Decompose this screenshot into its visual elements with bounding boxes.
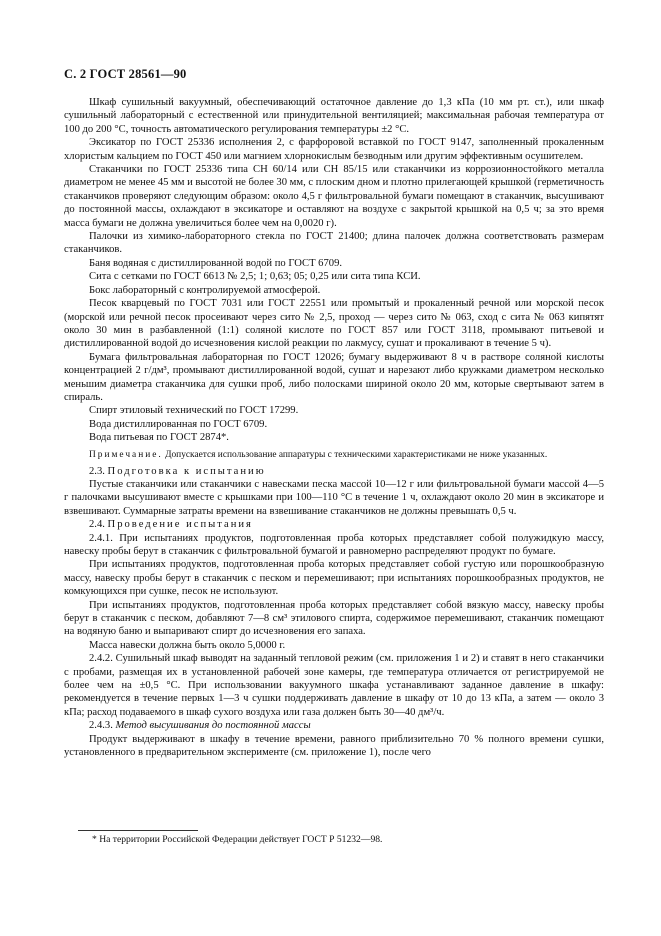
paragraph-2-4-2: 2.4.2. Сушильный шкаф выводят на заданный тепловой режим (см. приложения 1 и 2) и ставят в него стаканчики с пробами, размещая их в установленной рабочей зоне камеры, где температура отличается от регистрируемой не более чем на ±0,5 °С. При использовании вакуумного шкафа устанавливают заданное давление в шкафу: рекомендуется в течение первых 1—3 ч сушки поддерживать давление в шкафу от 10 до 13 кПа, а затем — около 3 кПа; расход подаваемого в шкаф сухого воздуха или газа должен быть 30—40 дм³/ч. <box>64 653 604 718</box>
section-title: Подготовка к испытанию <box>107 465 266 477</box>
footnote-divider <box>78 830 198 831</box>
footnote: * На территории Российской Федерации действует ГОСТ Р 51232—98. <box>92 834 383 845</box>
paragraph-ethyl-alcohol: Спирт этиловый технический по ГОСТ 17299. <box>89 405 299 417</box>
paragraph-filter-paper: Бумага фильтровальная лабораторная по ГОСТ 12026; бумагу выдерживают 8 ч в растворе соляной кислоты концентрацией 2 г/дм³, промывают дистиллированной водой, сушат и нарезают либо кружками диаметром несколько меньшим диаметра стаканчика для сушки проб, либо полосками шириной около 20 мм, которые свертывают затем в спираль. <box>64 351 604 403</box>
paragraph-2-4-1-d: Масса навески должна быть около 5,0000 г. <box>89 639 286 651</box>
paragraph-2-3: Пустые стаканчики или стаканчики с навесками песка массой 10—12 г или фильтровальной бумаги массой 4—5 г палочками высушивают вместе с крышками при 100—110 °С в течение 1 ч, охлаждают около 20 мин в эксикаторе и взвешивают. Суммарные затраты времени на взвешивание стаканчиков не должны превышать 0,5 ч. <box>64 478 604 517</box>
paragraph-water-bath: Баня водяная с дистиллированной водой по ГОСТ 6709. <box>89 257 343 269</box>
paragraph-drying-cabinet: Шкаф сушильный вакуумный, обеспечивающий остаточное давление до 1,3 кПа (10 мм рт. ст.), или шкаф сушильный лабораторный с естественной или принудительной вентиляцией; максимальная рабочая температура от 100 до 200 °С, точность автоматического регулирования температуры ±2 °С. <box>64 97 604 135</box>
paragraph-2-4-1-c: При испытаниях продуктов, подготовленная проба которых представляет собой вязкую массу, навеску пробы берут в стаканчик с песком, добавляют 7—8 см³ этилового спирта, содержимое перемешивают, стаканчик помещают на водяную баню и выпаривают спирт до исчезновения его запаха. <box>64 599 604 638</box>
section-heading-2-3 <box>64 465 604 478</box>
note-label: Примечание. <box>89 449 163 460</box>
paragraph-distilled-water: Вода дистиллированная по ГОСТ 6709. <box>89 418 268 430</box>
note <box>64 449 604 461</box>
paragraph-2-4-1-b: При испытаниях продуктов, подготовленная проба которых представляет собой густую или порошкообразную массу, навеску пробы берут в стаканчик с песком и перемешивают; при испытаниях порошкообразных продуктов, не комкующихся при сушке, песок не используют. <box>64 559 604 598</box>
section-number: 2.4.3. <box>89 720 113 732</box>
section-heading-2-4 <box>64 518 604 531</box>
paragraph-desiccator: Эксикатор по ГОСТ 25336 исполнения 2, с фарфоровой вставкой по ГОСТ 9147, заполненный прокаленным хлористым кальцием по ГОСТ 450 или магнием хлорнокислым безводным или другим эффективным осушителем. <box>64 137 604 162</box>
section-number: 2.4. <box>89 519 105 531</box>
section-title: Метод высушивания до постоянной массы <box>115 720 311 732</box>
note-text: Допускается использование аппаратуры с техническими характеристиками не ниже указанных. <box>162 449 548 460</box>
paragraph-2-4-1: 2.4.1. При испытаниях продуктов, подготовленная проба которых представляет собой полужидкую массу, навеску пробы берут в стаканчик с фильтровальной бумагой и равномерно распределяют продукт по бумаге. <box>64 532 604 557</box>
section-title: Проведение испытания <box>107 519 253 531</box>
paragraph-sieves: Сита с сетками по ГОСТ 6613 № 2,5; 1; 0,63; 05; 0,25 или сита типа КСИ. <box>89 271 421 283</box>
section-number: 2.3. <box>89 465 105 477</box>
paragraph-beakers: Стаканчики по ГОСТ 25336 типа СН 60/14 или СН 85/15 или стаканчики из коррозионностойкого металла диаметром не менее 45 мм и высотой не более 30 мм, с плоским дном и плотно прилегающей крышкой (герметичность стаканчиков проверяют следующим образом: около 4,5 г фильтровальной бумаги помещают в стаканчик, высушивают до постоянной массы, охлаждают в эксикаторе и оставляют на воздухе с закрытой крышкой на 0,5 ч; за это время масса бумаги не должна увеличиться более чем на 0,0020 г). <box>64 164 604 229</box>
paragraph-glass-rods: Палочки из химико-лабораторного стекла по ГОСТ 21400; длина палочек должна соответствовать размерам стаканчиков. <box>64 231 604 256</box>
paragraph-sand: Песок кварцевый по ГОСТ 7031 или ГОСТ 22551 или промытый и прокаленный речной или морской песок (морской или речной песок просеивают через сито № 2,5, проход — через сито № 063, сход с сита № 063 кипятят около 30 мин в разбавленной (1:1) соляной кислоте по ГОСТ 857 или ГОСТ 3118, промывают питьевой и дистиллированной водой до исчезновения кислой реакции по лакмусу, сушат и прокаливают в течение 5 ч). <box>64 298 604 350</box>
paragraph-lab-box: Бокс лабораторный с контролируемой атмосферой. <box>89 284 321 296</box>
document-body <box>64 96 604 760</box>
paragraph-2-4-3: Продукт выдерживают в шкафу в течение времени, равного приблизительно 70 % полного времени сушки, установленного в предварительном эксперименте (см. приложение 1), после чего <box>64 733 604 759</box>
page-header: С. 2 ГОСТ 28561—90 <box>64 67 187 81</box>
paragraph-drinking-water: Вода питьевая по ГОСТ 2874*. <box>89 432 229 444</box>
section-heading-2-4-3 <box>64 719 604 732</box>
